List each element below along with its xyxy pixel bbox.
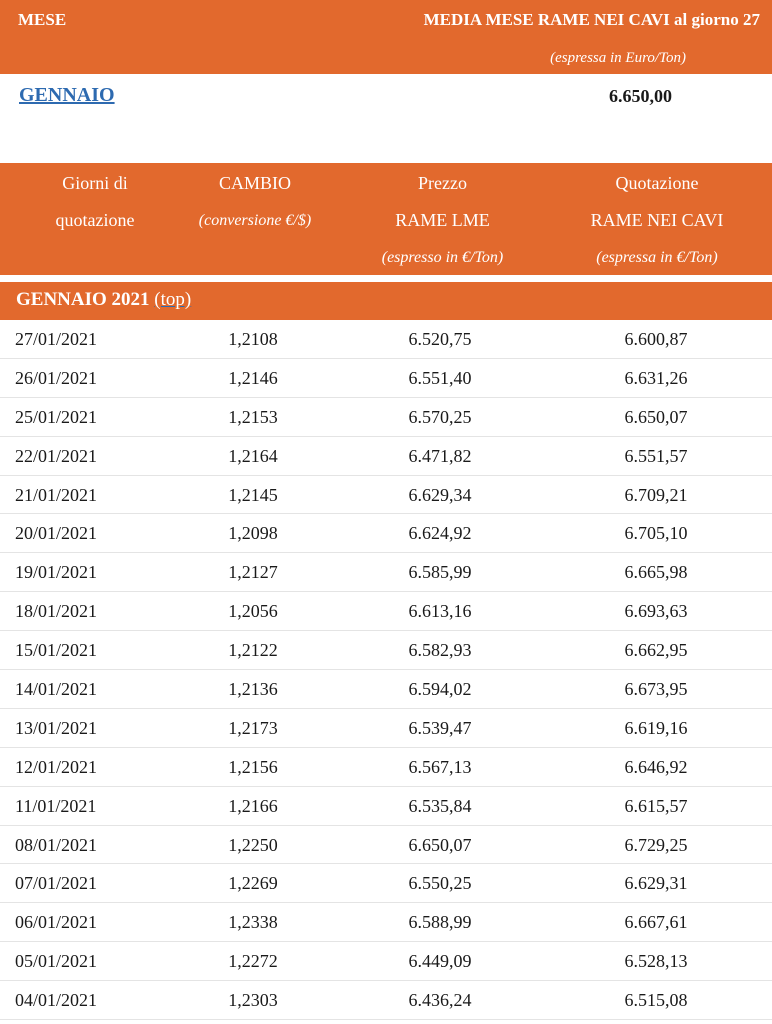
table-row: [0, 553, 772, 592]
header-cambio: [180, 165, 330, 239]
cell-quotazione: 6.528,13: [624, 951, 688, 972]
cell-quotazione: 6.629,31: [624, 873, 688, 894]
cell-quotazione: 6.650,07: [624, 406, 688, 427]
cell-cambio: 1,2250: [228, 834, 278, 855]
cell-cambio: 1,2164: [228, 445, 278, 466]
cell-quotazione: 6.693,63: [624, 601, 688, 622]
cell-cambio: 1,2122: [228, 640, 278, 661]
section-row: [0, 282, 772, 320]
table-row: [0, 709, 772, 748]
cell-quotazione: 6.600,87: [624, 329, 688, 349]
cell-prezzo: 6.582,93: [408, 640, 472, 661]
table-row: [0, 981, 772, 1020]
table-row: [0, 826, 772, 865]
cell-quotazione: 6.646,92: [624, 756, 688, 777]
cell-date: 12/01/2021: [15, 756, 98, 777]
table-row: [0, 514, 772, 553]
cell-cambio: 1,2146: [228, 367, 278, 388]
summary-header: [0, 0, 772, 74]
cell-cambio: 1,2153: [228, 406, 278, 427]
cell-prezzo: 6.594,02: [408, 679, 472, 700]
month-average-value: 6.650,00: [609, 86, 672, 106]
header-giorni-line1: Giorni di: [62, 173, 128, 193]
cell-prezzo: 6.613,16: [408, 601, 472, 622]
table-row: [0, 359, 772, 398]
cell-quotazione: 6.551,57: [624, 445, 688, 466]
table-row: [0, 748, 772, 787]
cell-date: 27/01/2021: [15, 329, 98, 349]
cell-date: 07/01/2021: [15, 873, 98, 894]
cell-prezzo: 6.436,24: [408, 990, 472, 1011]
cell-prezzo: 6.650,07: [408, 834, 472, 855]
cell-cambio: 1,2173: [228, 717, 278, 738]
cell-prezzo: 6.629,34: [408, 484, 472, 505]
cell-date: 04/01/2021: [15, 990, 98, 1011]
cell-prezzo: 6.551,40: [408, 367, 472, 388]
cell-prezzo: 6.449,09: [408, 951, 472, 972]
header-giorni-line2: quotazione: [55, 210, 135, 230]
header-quotazione-line3: (espressa in €/Ton): [596, 249, 718, 266]
cell-quotazione: 6.615,57: [624, 795, 688, 816]
cell-quotazione: 6.709,21: [624, 484, 688, 505]
cell-prezzo: 6.588,99: [408, 912, 472, 933]
cell-quotazione: 6.705,10: [624, 523, 688, 544]
cell-prezzo: 6.550,25: [408, 873, 472, 894]
cell-date: 15/01/2021: [15, 640, 98, 661]
cell-cambio: 1,2156: [228, 756, 278, 777]
cell-date: 11/01/2021: [15, 795, 97, 816]
cell-prezzo: 6.624,92: [408, 523, 472, 544]
summary-unit: (espressa in Euro/Ton): [550, 50, 686, 66]
header-quotazione: [572, 165, 742, 276]
header-giorni: [30, 165, 160, 239]
header-quotazione-line1: Quotazione: [615, 173, 699, 193]
cell-cambio: 1,2269: [228, 873, 278, 894]
cell-cambio: 1,2338: [228, 912, 278, 933]
cell-date: 21/01/2021: [15, 484, 98, 505]
cell-date: 20/01/2021: [15, 523, 98, 544]
cell-cambio: 1,2127: [228, 562, 278, 583]
cell-quotazione: 6.729,25: [624, 834, 688, 855]
cell-quotazione: 6.619,16: [624, 717, 688, 738]
cell-date: 25/01/2021: [15, 406, 98, 427]
cell-cambio: 1,2136: [228, 679, 278, 700]
table-row: [0, 787, 772, 826]
cell-date: 13/01/2021: [15, 717, 98, 738]
cell-cambio: 1,2166: [228, 795, 278, 816]
cell-quotazione: 6.665,98: [624, 562, 688, 583]
header-prezzo-line3: (espresso in €/Ton): [381, 249, 504, 266]
cell-date: 14/01/2021: [15, 679, 98, 700]
table-row: [0, 942, 772, 981]
cell-cambio: 1,2098: [228, 523, 278, 544]
cell-prezzo: 6.570,25: [408, 406, 472, 427]
cell-date: 18/01/2021: [15, 601, 98, 622]
cell-prezzo: 6.535,84: [408, 795, 472, 816]
cell-quotazione: 6.662,95: [624, 640, 688, 661]
table-row: [0, 437, 772, 476]
header-prezzo-line2: RAME LME: [395, 210, 490, 230]
cell-cambio: 1,2056: [228, 601, 278, 622]
cell-prezzo: 6.520,75: [408, 329, 472, 349]
cell-date: 22/01/2021: [15, 445, 98, 466]
table-row: [0, 631, 772, 670]
cell-date: 06/01/2021: [15, 912, 98, 933]
cell-prezzo: 6.471,82: [408, 445, 472, 466]
data-table-body: [0, 320, 772, 1020]
header-prezzo: [360, 165, 525, 276]
section-title: [16, 289, 191, 311]
cell-quotazione: 6.515,08: [624, 990, 688, 1011]
cell-cambio: 1,2272: [228, 951, 278, 972]
cell-date: 08/01/2021: [15, 834, 98, 855]
cell-prezzo: 6.585,99: [408, 562, 472, 583]
top-link[interactable]: (top): [154, 289, 192, 310]
section-title-text: GENNAIO 2021: [16, 289, 150, 310]
header-cambio-line1: CAMBIO: [218, 173, 291, 193]
cell-prezzo: 6.567,13: [408, 756, 472, 777]
header-quotazione-line2: RAME NEI CAVI: [590, 210, 724, 230]
cell-prezzo: 6.539,47: [408, 717, 472, 738]
table-header: [0, 163, 772, 275]
table-row: [0, 320, 772, 359]
cell-quotazione: 6.673,95: [624, 679, 688, 700]
cell-date: 19/01/2021: [15, 562, 98, 583]
table-row: [0, 864, 772, 903]
summary-col-media: MEDIA MESE RAME NEI CAVI al giorno 27: [423, 10, 760, 29]
summary-col-month: MESE: [18, 10, 67, 29]
header-prezzo-line1: Prezzo: [418, 173, 467, 193]
cell-cambio: 1,2145: [228, 484, 278, 505]
header-cambio-line2: (conversione €/$): [198, 212, 312, 229]
cell-cambio: 1,2303: [228, 990, 278, 1011]
month-link-gennaio[interactable]: GENNAIO: [19, 84, 115, 106]
cell-date: 26/01/2021: [15, 367, 98, 388]
table-row: [0, 592, 772, 631]
cell-cambio: 1,2108: [228, 329, 278, 349]
table-row: [0, 476, 772, 515]
cell-quotazione: 6.631,26: [624, 367, 688, 388]
table-row: [0, 670, 772, 709]
table-row: [0, 903, 772, 942]
table-row: [0, 398, 772, 437]
cell-date: 05/01/2021: [15, 951, 98, 972]
cell-quotazione: 6.667,61: [624, 912, 688, 933]
